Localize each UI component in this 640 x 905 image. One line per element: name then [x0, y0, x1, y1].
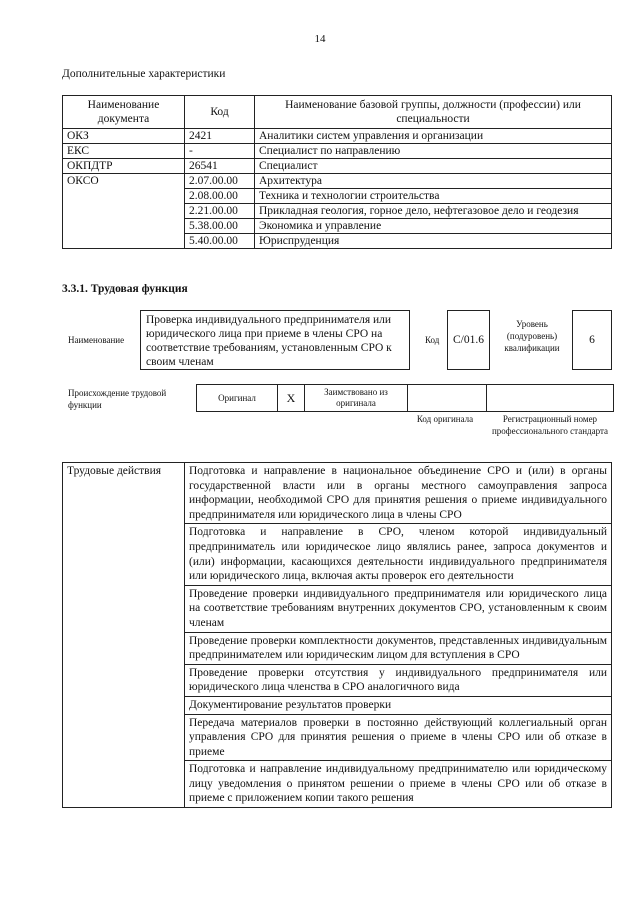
- table-row: [63, 129, 612, 144]
- function-code-box: С/01.6: [447, 310, 490, 370]
- header-cell: Код: [185, 96, 255, 129]
- name-cell: Специалист по направлению: [255, 144, 612, 159]
- action-item: Подготовка и направление в СРО, членом которой индивидуальный предприниматель или юридическое лицо являлись ранее, запроса документов и (или) информации, касающихся деятельности индивидуального предпринимателя или юридического лица, включая акты проверок его деятельности: [185, 524, 612, 585]
- origin-table: [196, 384, 614, 412]
- original-code-caption: Код оригинала: [416, 414, 474, 424]
- table-row: [63, 174, 612, 189]
- function-heading: 3.3.1. Трудовая функция: [62, 283, 188, 295]
- reg-number-cell: [487, 385, 614, 412]
- name-cell: Экономика и управление: [255, 219, 612, 234]
- borrowed-cell: Заимствовано из оригинала: [305, 385, 408, 412]
- action-item: Документирование результатов проверки: [185, 696, 612, 714]
- name-cell: Юриспруденция: [255, 234, 612, 249]
- action-item: Проведение проверки индивидуального предпринимателя или юридического лица на соответствие требованиям внутренних документов СРО, установленным к своим членам: [185, 585, 612, 632]
- actions-table: [62, 462, 612, 808]
- actions-label: Трудовые действия: [63, 463, 185, 808]
- doc-cell: ОКЗ: [63, 129, 185, 144]
- table-row: [63, 144, 612, 159]
- action-item: Подготовка и направление в национальное объединение СРО и (или) в органы государственной власти или в органы местного самоуправления запроса информации, необходимой СРО для принятия решения о приеме индивидуального предпринимателя или юридического лица в члены СРО: [185, 463, 612, 524]
- code-cell: 5.40.00.00: [185, 234, 255, 249]
- table-row: [63, 463, 612, 524]
- action-item: Передача материалов проверки в постоянно действующий коллегиальный орган управления СРО для принятия решения о приеме в члены СРО или об отказе в приеме: [185, 714, 612, 761]
- header-cell: Наименование документа: [63, 96, 185, 129]
- code-cell: 26541: [185, 159, 255, 174]
- page-number: 14: [314, 33, 326, 45]
- origin-label: Происхождение трудовой функции: [68, 388, 167, 410]
- name-cell: Прикладная геология, горное дело, нефтегазовое дело и геодезия: [255, 204, 612, 219]
- action-item: Подготовка и направление индивидуальному предпринимателю или юридическому лицу уведомления о принятом решении о приеме в члены СРО или об отказе в приеме с приложением копии такого решения: [185, 761, 612, 808]
- name-label: Наименование: [68, 335, 125, 345]
- action-item: Проведение проверки отсутствия у индивидуального предпринимателя или юридического лица членства в СРО аналогичного вида: [185, 664, 612, 696]
- doc-cell: ЕКС: [63, 144, 185, 159]
- code-cell: 2.08.00.00: [185, 189, 255, 204]
- original-mark: X: [278, 385, 305, 412]
- doc-cell: ОКСО: [63, 174, 185, 249]
- header-cell: Наименование базовой группы, должности (профессии) или специальности: [255, 96, 612, 129]
- code-cell: 2421: [185, 129, 255, 144]
- code-cell: 5.38.00.00: [185, 219, 255, 234]
- name-cell: Техника и технологии строительства: [255, 189, 612, 204]
- code-cell: -: [185, 144, 255, 159]
- name-cell: Аналитики систем управления и организации: [255, 129, 612, 144]
- level-value-box: 6: [572, 310, 612, 370]
- name-cell: Специалист: [255, 159, 612, 174]
- section-caption: Дополнительные характеристики: [62, 68, 226, 80]
- code-cell: 2.07.00.00: [185, 174, 255, 189]
- table-header-row: [63, 96, 612, 129]
- level-label: Уровень (подуровень) квалификации: [504, 319, 560, 353]
- original-code-cell: [408, 385, 487, 412]
- table-row: [63, 159, 612, 174]
- function-name-box: Проверка индивидуального предпринимателя или юридического лица при приеме в члены СРО на соответствие требованиям, установленным СРО к своим членам: [140, 310, 410, 370]
- code-label: Код: [425, 335, 440, 345]
- characteristics-table: [62, 95, 612, 249]
- doc-cell: ОКПДТР: [63, 159, 185, 174]
- action-item: Проведение проверки комплектности документов, представленных индивидуальным предпринимателем или юридическим лицом для вступления в СРО: [185, 632, 612, 664]
- code-cell: 2.21.00.00: [185, 204, 255, 219]
- name-cell: Архитектура: [255, 174, 612, 189]
- original-cell: Оригинал: [197, 385, 278, 412]
- reg-number-caption: Регистрационный номер профессионального стандарта: [491, 414, 609, 436]
